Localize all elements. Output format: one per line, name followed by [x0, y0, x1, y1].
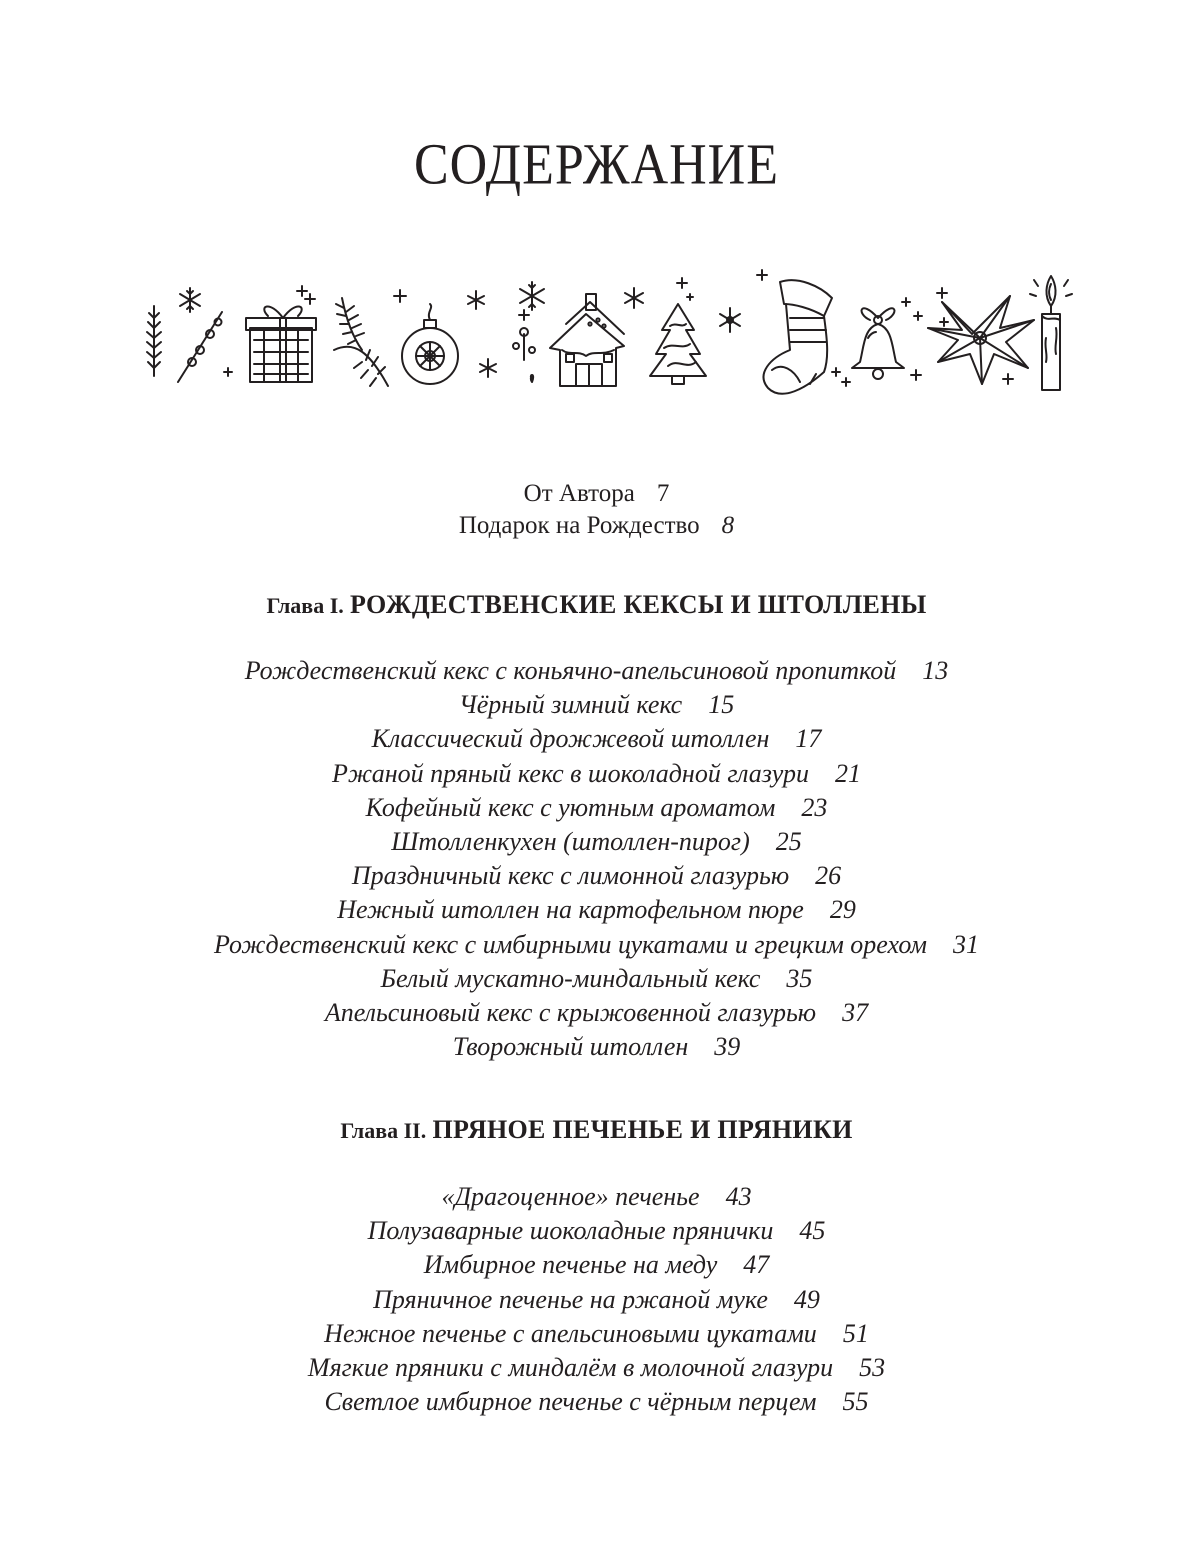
- gingerbread-house-icon: [550, 294, 624, 386]
- snowflake-icon: [520, 282, 544, 310]
- toc-item-label: «Драгоценное» печенье: [441, 1182, 700, 1211]
- toc-item-label: Имбирное печенье на меду: [423, 1250, 718, 1280]
- toc-item-label: Мягкие пряники с миндалём в молочной глазури: [307, 1353, 834, 1383]
- toc-item-label: Пряничное печенье на ржаной муке: [373, 1284, 768, 1314]
- toc-recipe-item[interactable]: [0, 962, 1193, 996]
- toc-item-label: Светлое имбирное печенье с чёрным перцем: [324, 1387, 817, 1417]
- chapter-title: РОЖДЕСТВЕНСКИЕ КЕКСЫ И ШТОЛЛЕНЫ: [350, 590, 927, 619]
- toc-item-label: Штолленкухен (штоллен-пирог): [391, 827, 750, 857]
- toc-recipe-item[interactable]: [0, 757, 1193, 791]
- toc-item-label: Рождественский кекс с коньячно-апельсиновой пропиткой: [244, 656, 897, 685]
- toc-item-page: 13: [922, 656, 949, 685]
- chapter-heading-1[interactable]: [0, 590, 1193, 620]
- toc-recipe-item[interactable]: [0, 722, 1193, 756]
- christmas-ornament-strip: [130, 258, 1075, 418]
- toc-recipe-item[interactable]: [0, 928, 1193, 962]
- toc-item-label: Кофейный кекс с уютным ароматом: [365, 792, 776, 822]
- chapter-label: Глава II.: [340, 1118, 427, 1143]
- toc-intro-list: [0, 478, 1193, 542]
- toc-recipe-item[interactable]: [0, 1283, 1193, 1317]
- toc-item-label: Рождественский кекс с имбирными цукатами и грецким орехом: [214, 929, 927, 959]
- toc-item-page: 51: [842, 1318, 869, 1348]
- toc-recipe-item[interactable]: [0, 1030, 1193, 1064]
- toc-item-label: Полузаварные шоколадные прянички: [367, 1216, 774, 1246]
- toc-item-page: 31: [953, 929, 979, 959]
- snowflake-icon: [180, 288, 200, 312]
- snowflake-icon: [720, 308, 740, 332]
- toc-item-page: 43: [725, 1182, 752, 1211]
- stocking-icon: [764, 280, 832, 394]
- toc-item-label: Творожный штоллен: [452, 1032, 689, 1062]
- page-title: СОДЕРЖАНИЕ: [414, 133, 779, 197]
- toc-item-label: Ржаной пряный кекс в шоколадной глазури: [332, 758, 809, 788]
- toc-recipe-item[interactable]: [0, 893, 1193, 927]
- chapter-2-recipe-list: [0, 1180, 1193, 1419]
- toc-item-page: 55: [842, 1387, 869, 1417]
- toc-recipe-item[interactable]: [0, 1248, 1193, 1282]
- gift-box-icon: [246, 286, 316, 382]
- toc-item-label: От Автора: [523, 480, 635, 507]
- christmas-tree-cookie-icon: [650, 278, 706, 384]
- toc-recipe-item[interactable]: [0, 791, 1193, 825]
- toc-recipe-item[interactable]: [0, 1351, 1193, 1385]
- toc-recipe-item[interactable]: [0, 996, 1193, 1030]
- toc-item-label: Нежное печенье с апельсиновыми цукатами: [324, 1318, 817, 1348]
- toc-item-label: Нежный штоллен на картофельном пюре: [337, 895, 804, 925]
- toc-item-label: Подарок на Рождество: [458, 512, 700, 539]
- chapter-1-recipe-list: [0, 654, 1193, 1064]
- toc-recipe-item[interactable]: [0, 1385, 1193, 1419]
- toc-item-page: 37: [842, 998, 869, 1028]
- toc-item-label: Белый мускатно-миндальный кекс: [380, 963, 761, 993]
- toc-item-page: 49: [793, 1284, 820, 1314]
- snowflake-icon: [625, 288, 643, 308]
- toc-item-page: 26: [815, 861, 842, 891]
- toc-item-label: Апельсиновый кекс с крыжовенной глазурью: [324, 998, 817, 1028]
- toc-item-page: 45: [799, 1216, 826, 1246]
- toc-item-page: 21: [834, 758, 861, 788]
- toc-recipe-item[interactable]: [0, 654, 1193, 688]
- candle-icon: [1030, 276, 1072, 390]
- toc-item-page: 23: [801, 792, 828, 822]
- fir-branch-icon: [147, 306, 161, 376]
- toc-recipe-item[interactable]: [0, 688, 1193, 722]
- chapter-label: Глава I.: [266, 593, 344, 618]
- toc-item-page: 25: [775, 827, 802, 857]
- flower-sprig-icon: [513, 328, 535, 382]
- toc-item-page: 47: [743, 1250, 770, 1280]
- toc-recipe-item[interactable]: [0, 825, 1193, 859]
- toc-intro-item[interactable]: [0, 478, 1193, 510]
- toc-item-page: 17: [795, 724, 822, 754]
- bell-icon: [852, 308, 904, 379]
- toc-item-label: Классический дрожжевой штоллен: [371, 724, 770, 754]
- toc-intro-item[interactable]: [0, 510, 1193, 542]
- toc-recipe-item[interactable]: [0, 1317, 1193, 1351]
- snowflake-icon: [480, 359, 496, 377]
- toc-item-page: 39: [714, 1032, 741, 1062]
- poinsettia-icon: [928, 296, 1034, 384]
- toc-item-label: Чёрный зимний кекс: [458, 690, 683, 720]
- berry-twig-icon: [178, 312, 232, 382]
- toc-item-page: 15: [708, 690, 735, 720]
- toc-recipe-item[interactable]: [0, 1214, 1193, 1248]
- toc-item-page: 7: [656, 480, 670, 507]
- toc-recipe-item[interactable]: [0, 859, 1193, 893]
- toc-recipe-item[interactable]: [0, 1180, 1193, 1214]
- toc-item-page: 8: [721, 512, 735, 539]
- toc-item-label: Праздничный кекс с лимонной глазурью: [351, 861, 790, 891]
- chapter-heading-2[interactable]: [0, 1115, 1193, 1145]
- toc-item-page: 53: [859, 1353, 886, 1383]
- christmas-ball-icon: [402, 304, 458, 384]
- toc-item-page: 35: [786, 963, 813, 993]
- chapter-title: ПРЯНОЕ ПЕЧЕНЬЕ И ПРЯНИКИ: [432, 1115, 853, 1144]
- snowflake-icon: [468, 291, 484, 309]
- pine-branch-icon: [334, 298, 388, 386]
- toc-item-page: 29: [829, 895, 856, 925]
